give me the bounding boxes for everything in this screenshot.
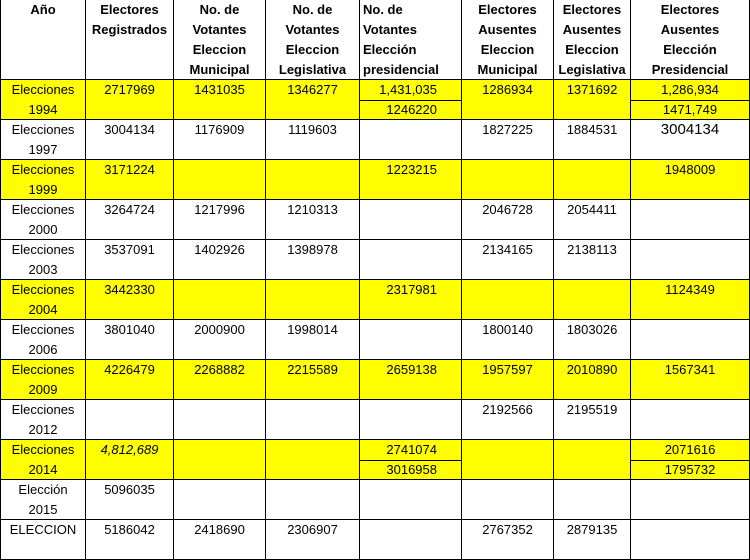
value-col-ausentes-municipal (462, 160, 553, 180)
year-label: 2003 (28, 262, 58, 277)
table-cell-col-ano (0, 520, 86, 560)
value-col-votantes-municipal: 2268882 (194, 362, 245, 377)
year-label: 1997 (28, 142, 58, 157)
value-col-registrados: 3537091 (104, 242, 155, 257)
header-line: presidencial (363, 62, 439, 77)
header-line: Ausentes (478, 22, 537, 37)
table-cell-col-ausentes-legislativa (554, 280, 631, 320)
header-line: No. de (363, 2, 403, 17)
value-col-ausentes-municipal (462, 280, 553, 300)
table-cell-col-ausentes-municipal (462, 280, 554, 320)
table-cell-col-ano (0, 240, 86, 280)
value-col-ausentes-legislativa (554, 280, 630, 300)
table-cell-col-ano (0, 480, 86, 520)
value-col-ausentes-presidencial: 3004134 (660, 121, 720, 138)
table-cell-col-votantes-legislativa (266, 160, 360, 200)
header-line: Electores (478, 2, 537, 17)
header-line: Eleccion (285, 42, 340, 57)
table-cell-col-votantes-municipal (174, 200, 266, 240)
header-line: Eleccion (192, 42, 247, 57)
table-cell-col-ausentes-municipal (462, 400, 554, 440)
value-col-ausentes-legislativa: 2879135 (566, 522, 618, 537)
table-cell-col-votantes-municipal (174, 400, 266, 440)
header-col-ausentes-presidencial (631, 0, 750, 80)
table-cell-col-votantes-municipal (174, 280, 266, 320)
table-cell-col-votantes-presidencial (360, 280, 462, 320)
value-col-votantes-legislativa (266, 160, 359, 180)
table-cell-col-ano (0, 200, 86, 240)
value-col-ausentes-municipal: 2134165 (482, 242, 533, 257)
value-col-votantes-legislativa (266, 280, 359, 300)
table-cell-col-votantes-legislativa (266, 200, 360, 240)
value-col-votantes-legislativa: 2306907 (287, 522, 338, 537)
value-col-ausentes-municipal (462, 440, 553, 460)
value-col-ausentes-legislativa: 2138113 (567, 242, 617, 257)
header-col-votantes-legislativa (266, 0, 360, 80)
value-col-votantes-presidencial: 1,431,035 (379, 82, 437, 97)
header-line: Presidencial (651, 62, 729, 77)
value-col-ausentes-municipal: 2192566 (482, 402, 533, 417)
value-col-registrados: 3264724 (104, 202, 155, 217)
value-col-registrados: 4226479 (104, 362, 155, 377)
table-cell-col-votantes-presidencial (360, 80, 462, 120)
value-col-votantes-legislativa (266, 400, 359, 420)
table-cell-col-votantes-municipal (174, 320, 266, 360)
table-cell-col-ausentes-presidencial (631, 320, 750, 360)
cell-divider (631, 100, 749, 101)
table-cell-col-votantes-legislativa (266, 120, 360, 160)
table-cell-col-votantes-presidencial (360, 120, 462, 160)
table-cell-col-votantes-presidencial (360, 400, 462, 440)
table-cell-col-registrados (86, 320, 174, 360)
value-col-votantes-legislativa: 2215589 (287, 362, 338, 377)
header-line: Año (30, 2, 56, 17)
value-col-registrados: 3442330 (104, 282, 155, 297)
header-line: Registrados (91, 22, 168, 37)
table-cell-col-votantes-legislativa (266, 320, 360, 360)
table-cell-col-votantes-presidencial (360, 160, 462, 200)
value-col-ausentes-municipal: 1800140 (482, 322, 533, 337)
value-col-ausentes-presidencial: 1567341 (664, 362, 716, 377)
value-col-votantes-legislativa: 1398978 (287, 242, 338, 257)
cell-divider (631, 460, 749, 461)
year-label: Elección (18, 482, 68, 497)
table-cell-col-votantes-municipal (174, 440, 266, 480)
header-line: No. de (292, 2, 333, 17)
year-label: 2004 (28, 302, 58, 317)
table-cell-col-ausentes-presidencial (631, 520, 750, 560)
value-col-registrados: 3801040 (104, 322, 155, 337)
value-col-votantes-municipal (174, 400, 265, 420)
table-cell-col-registrados (86, 400, 174, 440)
table-cell-col-ausentes-municipal (462, 360, 554, 400)
table-cell-col-registrados (86, 480, 174, 520)
value-col-votantes-municipal (174, 160, 265, 180)
year-label: 2000 (28, 222, 58, 237)
value-col-votantes-municipal (174, 480, 265, 500)
year-label: 2009 (28, 382, 58, 397)
year-label: Elecciones (11, 242, 75, 257)
table-cell-col-ano (0, 360, 86, 400)
value-col-ausentes-presidencial: 1948009 (664, 162, 716, 177)
header-line: Legislativa (558, 62, 626, 77)
value-col-ausentes-legislativa: 2195519 (566, 402, 618, 417)
table-cell-col-registrados (86, 160, 174, 200)
table-cell-col-registrados (86, 120, 174, 160)
value-col-ausentes-municipal: 2767352 (482, 522, 533, 537)
table-cell-col-votantes-municipal (174, 480, 266, 520)
table-cell-col-ausentes-legislativa (554, 240, 631, 280)
value-col-votantes-legislativa: 1998014 (287, 322, 338, 337)
value-col-votantes-legislativa: 1119603 (288, 122, 337, 137)
table-cell-col-ano (0, 320, 86, 360)
table-cell-col-votantes-legislativa (266, 480, 360, 520)
table-cell-col-ausentes-presidencial (631, 240, 750, 280)
value-col-votantes-municipal: 1217996 (194, 202, 245, 217)
year-label: Elecciones (11, 442, 75, 457)
year-label: Elecciones (11, 202, 75, 217)
year-label: Elecciones (11, 282, 75, 297)
table-cell-col-registrados (86, 360, 174, 400)
table-cell-col-ausentes-municipal (462, 120, 554, 160)
header-line: Votantes (285, 22, 340, 37)
table-cell-col-ausentes-legislativa (554, 480, 631, 520)
header-line: Electores (660, 2, 720, 17)
header-col-votantes-municipal (174, 0, 266, 80)
table-cell-col-votantes-presidencial (360, 240, 462, 280)
value-col-ausentes-legislativa: 1371692 (566, 82, 618, 97)
value-col-ausentes-legislativa: 2010890 (566, 362, 618, 377)
table-cell-col-ausentes-presidencial (631, 200, 750, 240)
table-cell-col-registrados (86, 240, 174, 280)
value-col-registrados: 3171224 (104, 162, 155, 177)
header-line: Ausentes (562, 22, 622, 37)
value-col-ausentes-municipal: 2046728 (482, 202, 533, 217)
table-cell-col-votantes-legislativa (266, 400, 360, 440)
year-label: Elecciones (11, 162, 75, 177)
table-cell-col-votantes-municipal (174, 520, 266, 560)
table-cell-col-votantes-municipal (174, 360, 266, 400)
value-col-votantes-municipal: 1431035 (194, 82, 245, 97)
table-cell-col-votantes-presidencial (360, 520, 462, 560)
table-cell-col-ausentes-municipal (462, 520, 554, 560)
table-cell-col-ausentes-legislativa (554, 200, 631, 240)
header-line: Votantes (363, 22, 417, 37)
year-label: Elecciones (11, 122, 75, 137)
table-cell-col-votantes-municipal (174, 160, 266, 200)
table-cell-col-ano (0, 440, 86, 480)
value-col-ausentes-municipal: 1286934 (482, 82, 533, 97)
year-label: 2014 (28, 462, 58, 477)
table-cell-col-votantes-presidencial (360, 360, 462, 400)
table-cell-col-votantes-municipal (174, 240, 266, 280)
value-col-ausentes-presidencial: 1,286,934 (661, 82, 719, 97)
year-label: Elecciones (11, 82, 75, 97)
header-line: Legislativa (278, 62, 347, 77)
header-line: Eleccion (565, 42, 619, 57)
header-line: No. de (199, 2, 240, 17)
year-label: Elecciones (11, 362, 75, 377)
table-cell-col-registrados (86, 80, 174, 120)
table-cell-col-registrados (86, 280, 174, 320)
table-cell-col-ausentes-legislativa (554, 80, 631, 120)
table-cell-col-ausentes-presidencial (631, 120, 750, 160)
header-line: Elección (663, 42, 717, 57)
table-cell-col-ausentes-municipal (462, 80, 554, 120)
value-col-votantes-presidencial: 1223215 (386, 162, 437, 177)
table-cell-col-ano (0, 160, 86, 200)
table-cell-col-ausentes-legislativa (554, 160, 631, 200)
table-cell-col-votantes-municipal (174, 80, 266, 120)
value-col-ausentes-presidencial: 1124349 (665, 282, 715, 297)
value-col-votantes-legislativa: 1210313 (287, 202, 338, 217)
value-col-registrados: 4,812,689 (100, 442, 159, 457)
table-cell-col-votantes-legislativa (266, 280, 360, 320)
value-col-votantes-municipal: 1176909 (194, 122, 245, 137)
cell-divider (360, 100, 461, 101)
table-cell-col-votantes-legislativa (266, 440, 360, 480)
value-col-registrados: 3004134 (104, 122, 155, 137)
value-col-votantes-municipal: 2418690 (194, 522, 245, 537)
table-cell-col-registrados (86, 200, 174, 240)
value-col-votantes-presidencial: 2659138 (386, 362, 437, 377)
table-cell-col-ausentes-municipal (462, 320, 554, 360)
value-col-ausentes-legislativa (554, 160, 630, 180)
value-col-votantes-municipal: 1402926 (194, 242, 245, 257)
table-cell-col-ausentes-presidencial (631, 480, 750, 520)
year-label: 2006 (28, 342, 58, 357)
value-col-votantes-presidencial: 1246220 (386, 102, 437, 117)
table-cell-col-votantes-municipal (174, 120, 266, 160)
value-col-votantes-presidencial: 3016958 (386, 462, 437, 477)
value-col-ausentes-legislativa: 1803026 (566, 322, 618, 337)
table-cell-col-ano (0, 120, 86, 160)
table-cell-col-votantes-presidencial (360, 480, 462, 520)
value-col-ausentes-municipal: 1827225 (482, 122, 533, 137)
table-cell-col-ausentes-presidencial (631, 440, 750, 480)
value-col-votantes-presidencial: 2741074 (386, 442, 437, 457)
cell-divider (360, 460, 461, 461)
header-line: Electores (100, 2, 159, 17)
table-cell-col-ausentes-municipal (462, 480, 554, 520)
table-cell-col-ausentes-legislativa (554, 360, 631, 400)
value-col-ausentes-municipal: 1957597 (482, 362, 533, 377)
value-col-registrados: 2717969 (104, 82, 155, 97)
header-line: Municipal (189, 62, 250, 77)
year-label: ELECCION (9, 522, 77, 537)
table-cell-col-votantes-presidencial (360, 440, 462, 480)
header-line: Electores (562, 2, 622, 17)
table-cell-col-ano (0, 80, 86, 120)
year-label: 1999 (28, 182, 58, 197)
value-col-votantes-legislativa: 1346277 (287, 82, 338, 97)
header-line: Elección (363, 42, 417, 57)
header-line: Ausentes (660, 22, 720, 37)
value-col-votantes-presidencial: 2317981 (386, 282, 437, 297)
value-col-registrados: 5096035 (104, 482, 155, 497)
table-cell-col-votantes-presidencial (360, 200, 462, 240)
value-col-ausentes-legislativa (554, 480, 630, 500)
table-cell-col-ano (0, 400, 86, 440)
value-col-ausentes-municipal (462, 480, 553, 500)
table-cell-col-votantes-presidencial (360, 320, 462, 360)
value-col-ausentes-presidencial: 1471,749 (662, 102, 718, 117)
header-col-votantes-presidencial (360, 0, 462, 80)
header-line: Municipal (477, 62, 538, 77)
header-col-ano (0, 0, 86, 80)
header-col-ausentes-legislativa (554, 0, 631, 80)
value-col-registrados (86, 400, 173, 420)
table-cell-col-votantes-legislativa (266, 520, 360, 560)
table-cell-col-ausentes-presidencial (631, 80, 750, 120)
table-cell-col-registrados (86, 520, 174, 560)
table-cell-col-ausentes-legislativa (554, 120, 631, 160)
year-label: 2015 (28, 502, 58, 517)
table-cell-col-ausentes-presidencial (631, 280, 750, 320)
table-cell-col-ausentes-legislativa (554, 400, 631, 440)
value-col-ausentes-legislativa: 2054411 (567, 202, 617, 217)
value-col-registrados: 5186042 (104, 522, 155, 537)
table-cell-col-ausentes-municipal (462, 160, 554, 200)
value-col-ausentes-presidencial: 2071616 (664, 442, 716, 457)
value-col-ausentes-legislativa: 1884531 (566, 122, 618, 137)
year-label: 2012 (28, 422, 58, 437)
table-cell-col-votantes-legislativa (266, 240, 360, 280)
value-col-votantes-municipal (174, 440, 265, 460)
value-col-votantes-municipal: 2000900 (194, 322, 245, 337)
table-cell-col-ausentes-legislativa (554, 320, 631, 360)
value-col-ausentes-presidencial: 1795732 (664, 462, 716, 477)
header-line: Votantes (192, 22, 247, 37)
table-cell-col-ano (0, 280, 86, 320)
header-line: Eleccion (480, 42, 535, 57)
value-col-votantes-legislativa (266, 480, 359, 500)
year-label: Elecciones (11, 322, 75, 337)
value-col-votantes-legislativa (266, 440, 359, 460)
header-col-registrados (86, 0, 174, 80)
table-cell-col-registrados (86, 440, 174, 480)
table-cell-col-ausentes-municipal (462, 240, 554, 280)
table-cell-col-ausentes-municipal (462, 440, 554, 480)
table-cell-col-ausentes-presidencial (631, 360, 750, 400)
table-cell-col-votantes-legislativa (266, 80, 360, 120)
value-col-votantes-municipal (174, 280, 265, 300)
value-col-ausentes-legislativa (554, 440, 630, 460)
year-label: Elecciones (11, 402, 75, 417)
table-cell-col-ausentes-presidencial (631, 160, 750, 200)
table-cell-col-ausentes-municipal (462, 200, 554, 240)
table-cell-col-ausentes-legislativa (554, 440, 631, 480)
table-cell-col-ausentes-presidencial (631, 400, 750, 440)
table-cell-col-votantes-legislativa (266, 360, 360, 400)
header-col-ausentes-municipal (462, 0, 554, 80)
year-label: 1994 (28, 102, 58, 117)
table-cell-col-ausentes-legislativa (554, 520, 631, 560)
